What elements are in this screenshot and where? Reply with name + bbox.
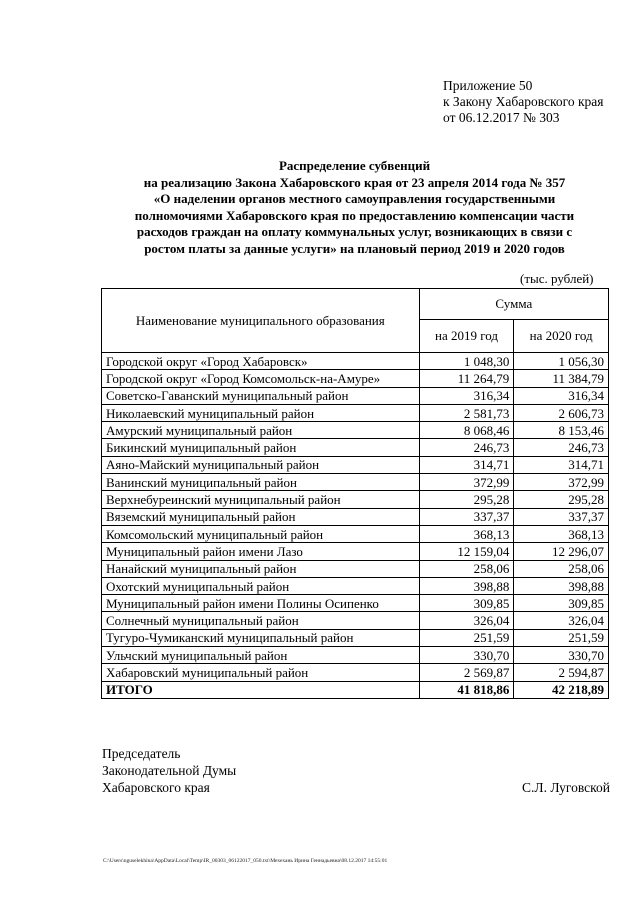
header-2019: на 2019 год	[419, 319, 514, 352]
title-line-4: полномочиями Хабаровского края по предоставлению компенсации части	[134, 207, 575, 223]
header-name: Наименование муниципального образования	[102, 289, 420, 353]
row-2019: 330,70	[419, 647, 514, 664]
row-name: Городской округ «Город Хабаровск»	[102, 353, 420, 370]
total-row	[102, 681, 609, 698]
row-2019: 398,88	[419, 577, 514, 594]
signature-title	[102, 745, 236, 796]
table-row	[102, 456, 609, 473]
row-name: Тугуро-Чумиканский муниципальный район	[102, 629, 420, 646]
table-row	[102, 525, 609, 542]
row-2019: 368,13	[419, 525, 514, 542]
row-2020: 316,34	[514, 387, 609, 404]
row-2019: 1 048,30	[419, 353, 514, 370]
row-2020: 8 153,46	[514, 422, 609, 439]
row-2019: 295,28	[419, 491, 514, 508]
row-name: Нанайский муниципальный район	[102, 560, 420, 577]
table-row	[102, 612, 609, 629]
row-name: Бикинский муниципальный район	[102, 439, 420, 456]
row-2019: 251,59	[419, 629, 514, 646]
row-2019: 316,34	[419, 387, 514, 404]
row-2019: 372,99	[419, 474, 514, 491]
row-2020: 2 594,87	[514, 664, 609, 681]
appendix-line-1: Приложение 50	[443, 78, 533, 93]
row-name: Комсомольский муниципальный район	[102, 525, 420, 542]
row-name: Николаевский муниципальный район	[102, 404, 420, 421]
appendix-block	[443, 78, 604, 126]
row-name: Солнечный муниципальный район	[102, 612, 420, 629]
signature-line-1: Председатель	[102, 746, 181, 761]
table-row	[102, 491, 609, 508]
row-name: Вяземский муниципальный район	[102, 508, 420, 525]
row-name: Советско-Гаванский муниципальный район	[102, 387, 420, 404]
row-name: Верхнебуреинский муниципальный район	[102, 491, 420, 508]
table-row	[102, 474, 609, 491]
row-2019: 309,85	[419, 595, 514, 612]
table-row	[102, 353, 609, 370]
row-2020: 398,88	[514, 577, 609, 594]
row-2019: 246,73	[419, 439, 514, 456]
table-row	[102, 629, 609, 646]
table-row	[102, 647, 609, 664]
row-2020: 330,70	[514, 647, 609, 664]
title-line-5: расходов граждан на оплату коммунальных услуг, возникающих в связи с	[136, 224, 573, 240]
row-name: Хабаровский муниципальный район	[102, 664, 420, 681]
row-2019: 314,71	[419, 456, 514, 473]
units-label: (тыс. рублей)	[520, 271, 594, 286]
table-body	[102, 353, 609, 699]
subsidies-table	[101, 288, 609, 699]
row-2020: 368,13	[514, 525, 609, 542]
title-line-3: «О наделении органов местного самоуправления государственными	[153, 191, 556, 207]
table-row	[102, 508, 609, 525]
table-row	[102, 387, 609, 404]
header-2020: на 2020 год	[514, 319, 609, 352]
row-2019: 8 068,46	[419, 422, 514, 439]
row-name: Амурский муниципальный район	[102, 422, 420, 439]
signature-line-3: Хабаровского края	[102, 780, 210, 795]
row-name: Городской округ «Город Комсомольск-на-Амуре»	[102, 370, 420, 387]
row-2019: 258,06	[419, 560, 514, 577]
row-name: Ульчский муниципальный район	[102, 647, 420, 664]
table-row	[102, 577, 609, 594]
row-2020: 246,73	[514, 439, 609, 456]
row-name: Аяно-Майский муниципальный район	[102, 456, 420, 473]
row-2020: 326,04	[514, 612, 609, 629]
table-row	[102, 404, 609, 421]
appendix-line-2: к Закону Хабаровского края	[443, 94, 604, 109]
row-2019: 12 159,04	[419, 543, 514, 560]
header-sum: Сумма	[419, 289, 608, 320]
signer-name: С.Л. Луговской	[522, 780, 610, 795]
table-row	[102, 370, 609, 387]
row-2019: 2 569,87	[419, 664, 514, 681]
row-2020: 11 384,79	[514, 370, 609, 387]
row-2020: 372,99	[514, 474, 609, 491]
row-2019: 326,04	[419, 612, 514, 629]
row-2020: 1 056,30	[514, 353, 609, 370]
table-row	[102, 422, 609, 439]
row-name: Охотский муниципальный район	[102, 577, 420, 594]
row-name: Муниципальный район имени Лазо	[102, 543, 420, 560]
title-line-1: Распределение субвенций	[278, 158, 431, 173]
row-2020: 309,85	[514, 595, 609, 612]
title-line-6: ростом платы за данные услуги» на плановый период 2019 и 2020 годов	[144, 240, 565, 256]
row-2020: 258,06	[514, 560, 609, 577]
table-row	[102, 595, 609, 612]
row-2019: 2 581,73	[419, 404, 514, 421]
signature-line-2: Законодательной Думы	[102, 763, 237, 778]
table-row	[102, 560, 609, 577]
total-2020: 42 218,89	[514, 681, 609, 698]
total-name: ИТОГО	[102, 681, 420, 698]
table-row	[102, 543, 609, 560]
row-2020: 295,28	[514, 491, 609, 508]
title-line-2: на реализацию Закона Хабаровского края от 23 апреля 2014 года № 357	[143, 174, 566, 190]
row-2019: 11 264,79	[419, 370, 514, 387]
row-2020: 251,59	[514, 629, 609, 646]
appendix-line-3: от 06.12.2017 № 303	[443, 110, 560, 125]
row-2020: 12 296,07	[514, 543, 609, 560]
row-2020: 314,71	[514, 456, 609, 473]
row-2020: 337,37	[514, 508, 609, 525]
row-name: Муниципальный район имени Полины Осипенко	[102, 595, 420, 612]
table-row	[102, 664, 609, 681]
row-2020: 2 606,73	[514, 404, 609, 421]
file-path-footer: C:\Users\nguselekhina\AppData\Local\Temp\IR_00303_06122017_050.txt\Мехехань Ирина Геннадьевна\08.12.2017 14:55:01	[103, 858, 388, 864]
row-2019: 337,37	[419, 508, 514, 525]
total-2019: 41 818,86	[419, 681, 514, 698]
row-name: Ванинский муниципальный район	[102, 474, 420, 491]
document-title	[96, 158, 613, 258]
table-row	[102, 439, 609, 456]
